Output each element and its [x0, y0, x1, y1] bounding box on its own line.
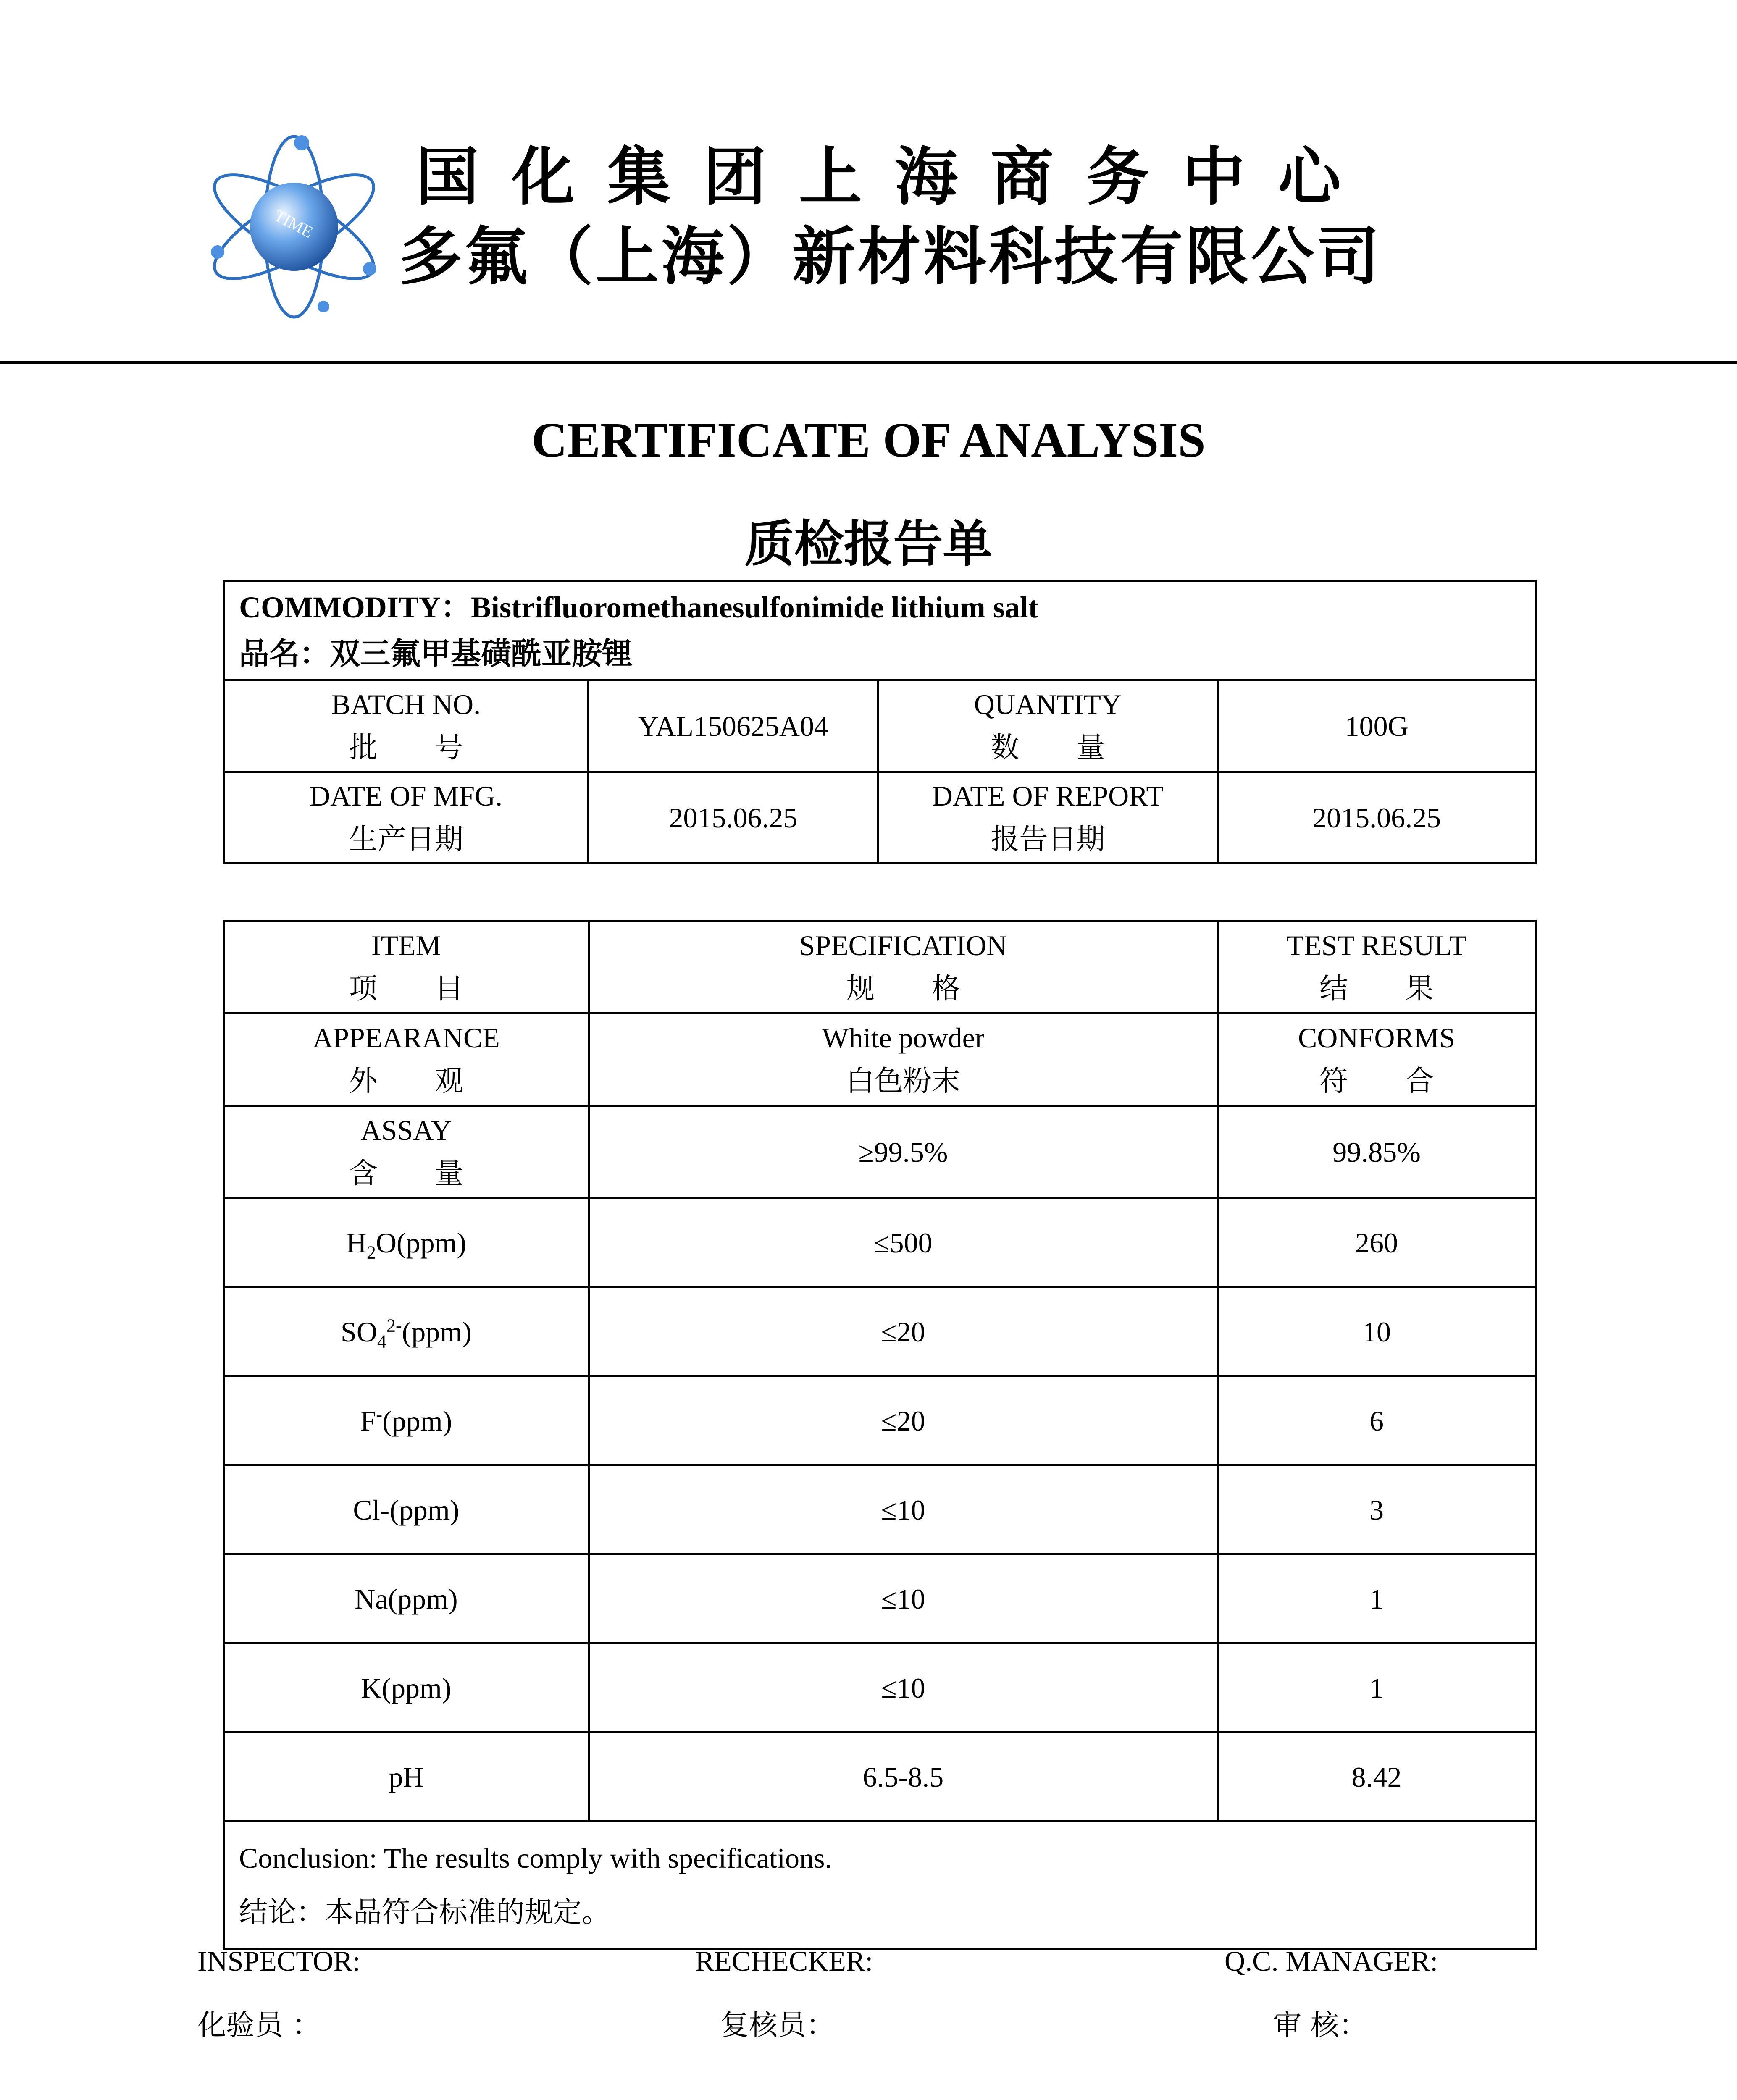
inspector-label-en: INSPECTOR: — [197, 1945, 360, 1977]
table-row — [224, 1198, 1536, 1287]
header-divider — [0, 361, 1737, 364]
appearance-spec-zh: 白色粉末 — [846, 1064, 960, 1098]
quantity-value: 100G — [1218, 680, 1536, 772]
commodity-name-zh: 品名：双三氟甲基磺酰亚胺锂 — [239, 636, 633, 671]
so4-item-sub: 4 — [377, 1331, 386, 1352]
assay-item — [224, 1106, 589, 1198]
inspector-label-zh: 化验员 ： — [197, 2009, 321, 2042]
table-row — [224, 1643, 1536, 1732]
cl-item: Cl-(ppm) — [224, 1465, 589, 1554]
ph-spec: 6.5-8.5 — [589, 1732, 1217, 1822]
so4-spec: ≤20 — [589, 1287, 1217, 1376]
ph-result: 8.42 — [1218, 1732, 1536, 1822]
f-item — [224, 1376, 589, 1465]
k-spec: ≤10 — [589, 1643, 1217, 1732]
commodity-cell — [224, 581, 1536, 680]
appearance-result-en: CONFORMS — [1298, 1021, 1456, 1054]
h2o-item-sub: 2 — [366, 1242, 376, 1263]
so4-item-post: (ppm) — [402, 1315, 472, 1348]
mfg-date-label-zh: 生产日期 — [349, 822, 463, 856]
appearance-result — [1218, 1013, 1536, 1106]
result-header — [1218, 921, 1536, 1013]
f-result: 6 — [1218, 1376, 1536, 1465]
batch-label-cell — [224, 680, 589, 772]
table-row — [224, 1554, 1536, 1643]
so4-item — [224, 1287, 589, 1376]
appearance-spec-en: White powder — [822, 1021, 985, 1054]
report-date-label-cell — [878, 772, 1218, 864]
assay-item-en: ASSAY — [360, 1114, 452, 1146]
assay-result: 99.85% — [1218, 1106, 1536, 1198]
table-row — [224, 1287, 1536, 1376]
f-item-pre: F — [360, 1404, 376, 1437]
item-header-en: ITEM — [371, 929, 441, 961]
mfg-date-label-en: DATE OF MFG. — [310, 780, 503, 812]
na-item: Na(ppm) — [224, 1554, 589, 1643]
so4-item-pre: SO — [341, 1315, 377, 1348]
k-item: K(ppm) — [224, 1643, 589, 1732]
batch-value: YAL150625A04 — [589, 680, 878, 772]
report-date-label-zh: 报告日期 — [991, 822, 1105, 856]
header-company-name: 多氟（上海）新材料科技有限公司 — [399, 220, 1382, 294]
report-date-value: 2015.06.25 — [1218, 772, 1536, 864]
f-spec: ≤20 — [589, 1376, 1217, 1465]
table-row — [224, 1106, 1536, 1198]
commodity-name-en: COMMODITY：Bistrifluoromethanesulfonimide lithium salt — [239, 591, 1038, 624]
conclusion-row — [224, 1822, 1536, 1950]
f-item-post: (ppm) — [382, 1404, 452, 1437]
result-header-en: TEST RESULT — [1286, 929, 1467, 961]
cl-result: 3 — [1218, 1465, 1536, 1554]
h2o-item — [224, 1198, 589, 1287]
item-header-zh: 项 目 — [349, 972, 463, 1005]
so4-result: 10 — [1218, 1287, 1536, 1376]
rechecker-label-zh: 复核员： — [720, 2009, 835, 2042]
qc-manager-label-zh: 审 核： — [1273, 2009, 1368, 2042]
quantity-label-cell — [878, 680, 1218, 772]
assay-spec: ≥99.5% — [589, 1106, 1217, 1198]
appearance-item-zh: 外 观 — [349, 1064, 463, 1098]
certificate-title-en: CERTIFICATE OF ANALYSIS — [531, 412, 1206, 467]
conclusion-en: Conclusion: The results comply with specifications. — [239, 1842, 832, 1874]
appearance-result-zh: 符 合 — [1319, 1064, 1434, 1098]
table-row — [224, 1465, 1536, 1554]
h2o-spec: ≤500 — [589, 1198, 1217, 1287]
k-result: 1 — [1218, 1643, 1536, 1732]
table-row — [224, 1732, 1536, 1822]
quantity-label-zh: 数 量 — [991, 731, 1105, 764]
conclusion-zh: 结论：本品符合标准的规定。 — [239, 1896, 611, 1929]
spec-header-en: SPECIFICATION — [799, 929, 1007, 961]
result-header-zh: 结 果 — [1319, 972, 1434, 1005]
qc-manager-label-en: Q.C. MANAGER: — [1225, 1945, 1438, 1977]
na-spec: ≤10 — [589, 1554, 1217, 1643]
report-date-label-en: DATE OF REPORT — [932, 780, 1164, 812]
batch-label-en: BATCH NO. — [331, 688, 481, 720]
na-result: 1 — [1218, 1554, 1536, 1643]
h2o-item-post: O(ppm) — [376, 1226, 467, 1259]
batch-label-zh: 批 号 — [349, 731, 463, 764]
quantity-label-en: QUANTITY — [974, 688, 1122, 720]
h2o-result: 260 — [1218, 1198, 1536, 1287]
table-row — [224, 1013, 1536, 1106]
spec-header-zh: 规 格 — [846, 972, 960, 1005]
conclusion-cell — [224, 1822, 1536, 1950]
rechecker-label-en: RECHECKER: — [695, 1945, 873, 1977]
so4-item-sup: 2- — [386, 1315, 402, 1336]
ph-item: pH — [224, 1732, 589, 1822]
company-logo — [197, 130, 391, 323]
f-item-sup: - — [376, 1404, 383, 1425]
table-row — [224, 1376, 1536, 1465]
appearance-item — [224, 1013, 589, 1106]
certificate-title-zh: 质检报告单 — [744, 515, 993, 573]
assay-item-zh: 含 量 — [349, 1157, 463, 1190]
appearance-item-en: APPEARANCE — [312, 1021, 500, 1054]
mfg-date-label-cell — [224, 772, 589, 864]
test-results-table — [223, 920, 1537, 1950]
header-group-name: 国化集团上海商务中心 — [416, 141, 1374, 214]
h2o-item-pre: H — [346, 1226, 367, 1259]
table-header-row — [224, 921, 1536, 1013]
spec-header — [589, 921, 1217, 1013]
cl-spec: ≤10 — [589, 1465, 1217, 1554]
item-header — [224, 921, 589, 1013]
appearance-spec — [589, 1013, 1217, 1106]
product-info-table — [223, 580, 1537, 864]
logo-text: TIME — [271, 205, 316, 242]
mfg-date-value: 2015.06.25 — [589, 772, 878, 864]
